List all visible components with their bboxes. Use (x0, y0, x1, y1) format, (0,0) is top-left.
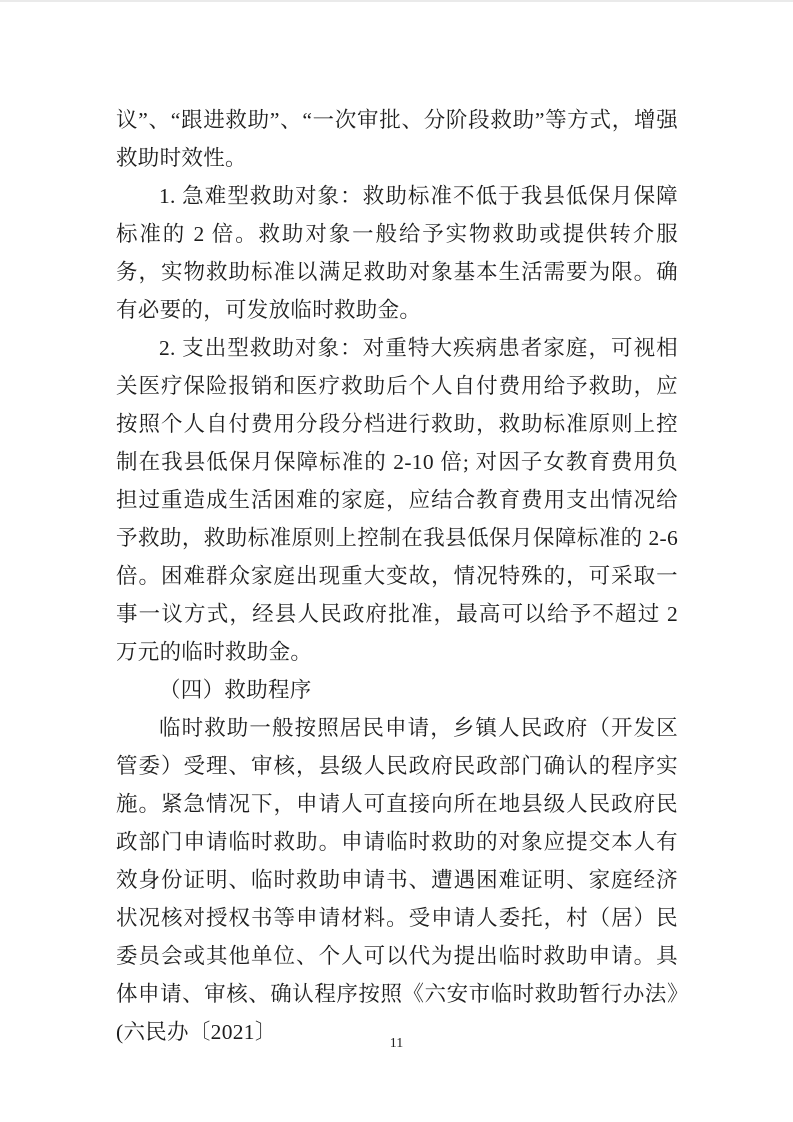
page-footer (0, 1036, 793, 1052)
para-procedure-text: 临时救助一般按照居民申请，乡镇人民政府（开发区管委）受理、审核，县级人民政府民政部门确认的程序实施。紧急情况下，申请人可直接向所在地县级人民政府民政部门申请临时救助。申请临时救助的对象应提交本人有效身份证明、临时救助申请书、遭遇困难证明、家庭经济状况核对授权书等申请材料。受申请人委托，村（居）民委员会或其他单位、个人可以代为提出临时救助申请。具体申请、审核、确认程序按照《六安市临时救助暂行办法》(六民办〔2021〕 (116, 716, 678, 1044)
para-section-heading-procedure: （四）救助程序 (159, 678, 312, 702)
page-number: 11 (389, 1036, 404, 1051)
para-continuation: 议”、“跟进救助”、“一次审批、分阶段救助”等方式，增强救助时效性。 (116, 108, 678, 170)
document-body (116, 101, 678, 1051)
document-page (0, 2, 793, 1122)
para-urgent-type-item: 1. 急难型救助对象：救助标准不低于我县低保月保障标准的 2 倍。救助对象一般给予实物救助或提供转介服务，实物救助标准以满足救助对象基本生活需要为限。确有必要的，可发放临时救助金。 (116, 184, 678, 322)
para-expenditure-type-item: 2. 支出型救助对象：对重特大疾病患者家庭，可视相关医疗保险报销和医疗救助后个人自付费用给予救助，应按照个人自付费用分段分档进行救助，救助标准原则上控制在我县低保月保障标准的 2-10 倍; 对因子女教育费用负担过重造成生活困难的家庭，应结合教育费用支出情况给予救助，救助标准原则上控制在我县低保月保障标准的 2-6 倍。困难群众家庭出现重大变故，情况特殊的，可采取一事一议方式，经县人民政府批准，最高可以给予不超过 2 万元的临时救助金。 (116, 336, 678, 664)
